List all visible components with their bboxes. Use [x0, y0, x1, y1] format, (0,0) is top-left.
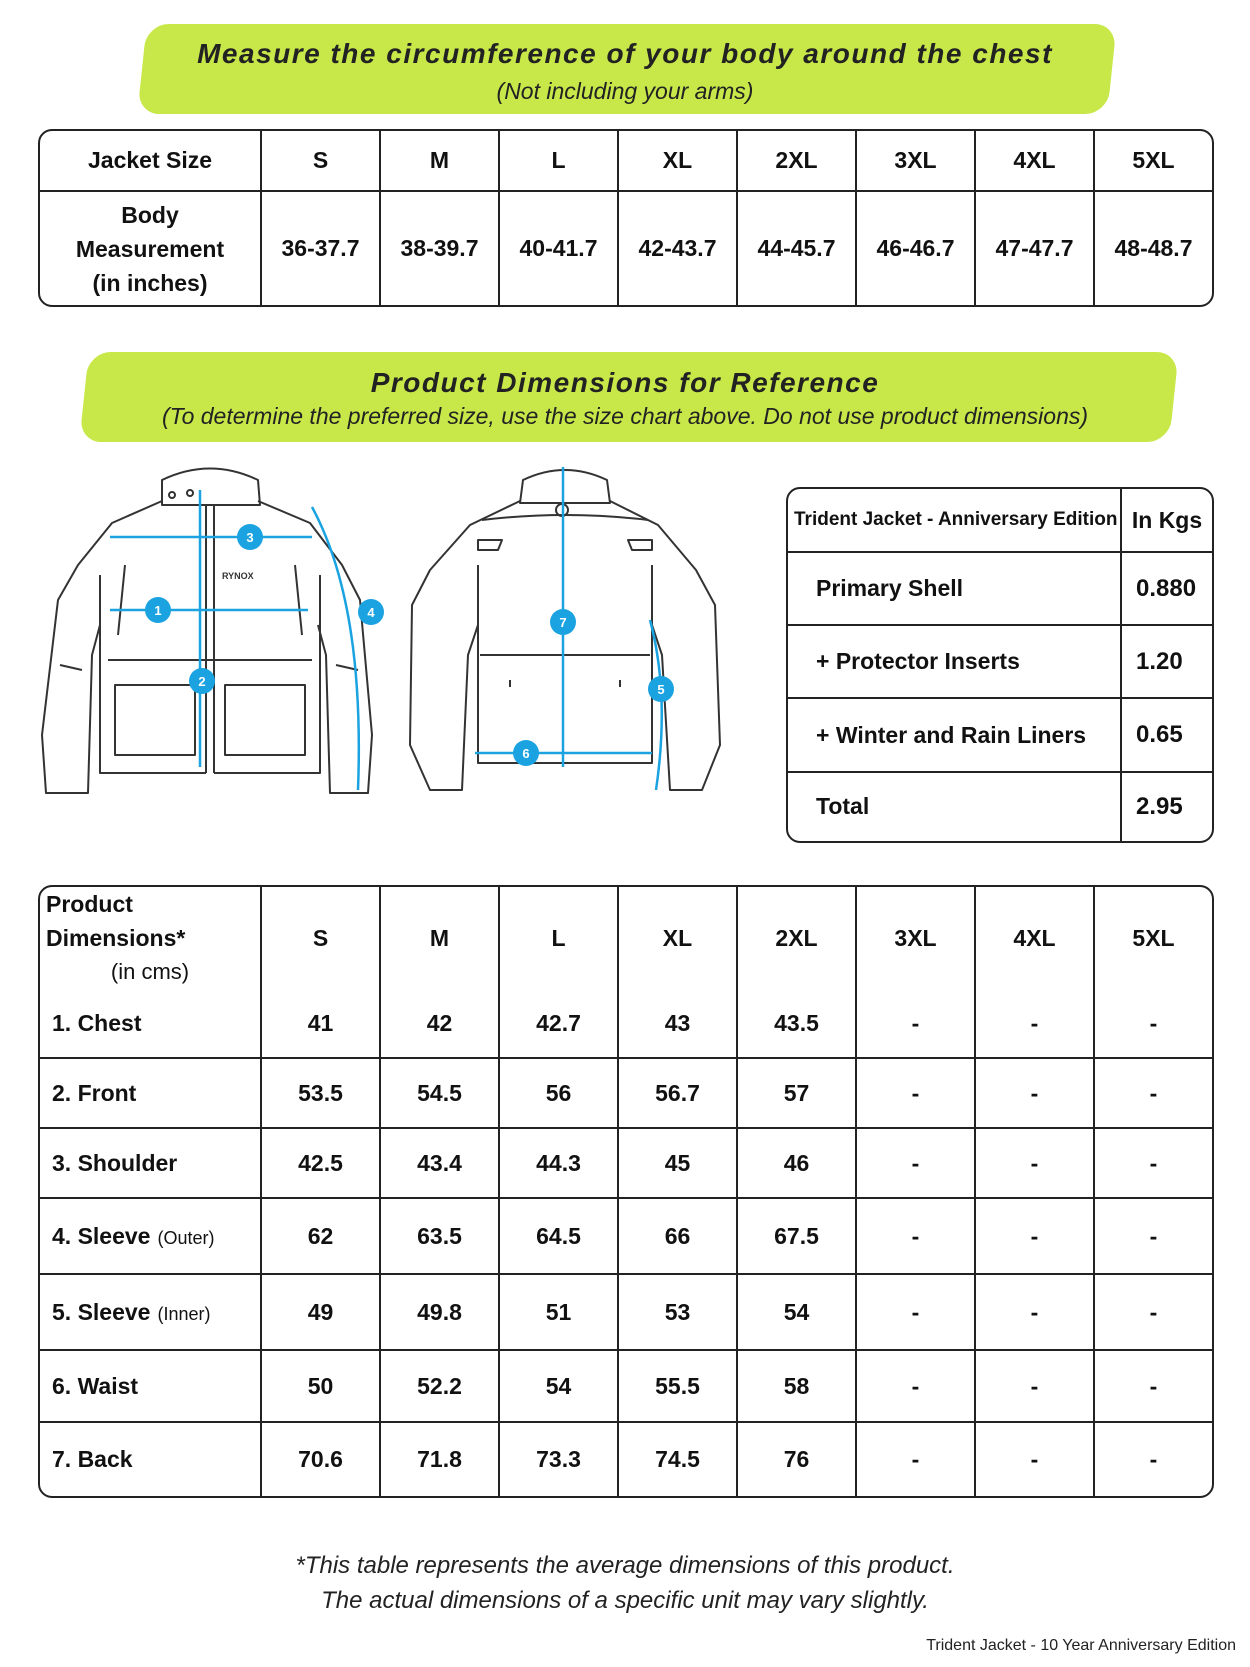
body-value-l: 40-41.7 — [500, 192, 619, 305]
dimension-value: 56.7 — [619, 1059, 738, 1129]
edition-label: Trident Jacket - 10 Year Anniversary Edition — [926, 1637, 1236, 1654]
dimension-value: 53.5 — [262, 1059, 381, 1129]
dimension-value: 49.8 — [381, 1275, 500, 1351]
product-dimensions-table — [38, 885, 1214, 1498]
weight-value-protector-inserts: 1.20 — [1122, 626, 1212, 699]
dimension-value: 74.5 — [619, 1423, 738, 1496]
dim-size-header-m: M — [381, 887, 500, 989]
dimension-value: 56 — [500, 1059, 619, 1129]
dimension-value: 55.5 — [619, 1351, 738, 1423]
dimension-value: - — [976, 1129, 1095, 1199]
dimension-value: 52.2 — [381, 1351, 500, 1423]
dimension-value: - — [857, 1275, 976, 1351]
weight-label-total: Total — [788, 773, 1122, 841]
footnote-line-1: *This table represents the average dimensions of this product. — [295, 1552, 955, 1579]
marker-1-label: 1 — [154, 603, 162, 618]
weight-table — [786, 487, 1214, 843]
weight-label-liners: + Winter and Rain Liners — [788, 699, 1122, 772]
dimension-value: 49 — [262, 1275, 381, 1351]
dimension-value: - — [857, 1423, 976, 1496]
body-value-5xl: 48-48.7 — [1114, 235, 1193, 261]
size-header-xl: XL — [619, 131, 738, 192]
body-value-4xl: 47-47.7 — [976, 192, 1095, 305]
weight-value-liners: 0.65 — [1122, 699, 1212, 772]
dimension-row-label — [40, 1059, 262, 1129]
dimension-name: 6. Waist — [52, 1372, 139, 1399]
dim-size-header-l: L — [500, 887, 619, 989]
body-value-3xl: 46-46.7 — [857, 192, 976, 305]
dimension-value: 64.5 — [500, 1199, 619, 1275]
dimension-value: 54.5 — [381, 1059, 500, 1129]
dimensions-header-unit: (in cms) — [110, 959, 190, 984]
dimension-value: 67.5 — [738, 1199, 857, 1275]
dimension-value: 58 — [738, 1351, 857, 1423]
dimension-value: - — [976, 1059, 1095, 1129]
size-header-5xl: 5XL — [1095, 131, 1212, 192]
marker-3-label: 3 — [246, 530, 254, 545]
dimension-value: 44.3 — [500, 1129, 619, 1199]
dimension-value: 43 — [619, 989, 738, 1059]
size-header-l: L — [500, 131, 619, 192]
dimension-value: - — [857, 1199, 976, 1275]
dimension-row-label — [40, 1129, 262, 1199]
dimension-value: 42 — [381, 989, 500, 1059]
table-row — [40, 1275, 1212, 1351]
table-row — [40, 1199, 1212, 1275]
dimension-value: - — [1095, 1129, 1212, 1199]
jacket-diagram — [30, 455, 770, 805]
dimension-value: 63.5 — [381, 1199, 500, 1275]
dimension-value: 70.6 — [262, 1423, 381, 1496]
jacket-front-outline — [42, 469, 372, 794]
footnote-line-2: The actual dimensions of a specific unit may vary slightly. — [321, 1587, 929, 1614]
dimension-value: 41 — [262, 989, 381, 1059]
dimension-value: - — [857, 1129, 976, 1199]
dimensions-header — [40, 887, 262, 989]
dimension-row-label — [40, 1423, 262, 1496]
table-row — [40, 1351, 1212, 1423]
marker-4-label: 4 — [367, 605, 375, 620]
dimension-row-label — [40, 1199, 262, 1275]
dimension-value: - — [1095, 1275, 1212, 1351]
table-row — [40, 1129, 1212, 1199]
dimension-value: - — [976, 1351, 1095, 1423]
dimension-value: - — [1149, 1446, 1158, 1472]
dim-size-header-5xl: 5XL — [1132, 924, 1175, 951]
chest-measure-title: Measure the circumference of your body around the chest — [197, 38, 1053, 69]
dimensions-subtitle: (To determine the preferred size, use the size chart above. Do not use product dimensions) — [161, 403, 1089, 429]
table-row — [40, 1059, 1212, 1129]
dimension-value: - — [1095, 1351, 1212, 1423]
dimension-value: 42.7 — [500, 989, 619, 1059]
dimension-value: 73.3 — [500, 1423, 619, 1496]
dim-size-header-4xl: 4XL — [976, 887, 1095, 989]
weight-label-protector-inserts: + Protector Inserts — [788, 626, 1122, 699]
body-value-s: 36-37.7 — [262, 192, 381, 305]
dimension-name: 2. Front — [52, 1079, 137, 1106]
dimension-value: - — [1095, 1199, 1212, 1275]
dimension-value: 43.4 — [381, 1129, 500, 1199]
dimension-value: 62 — [262, 1199, 381, 1275]
dimensions-title: Product Dimensions for Reference — [370, 367, 880, 398]
dimension-row-label — [40, 1275, 262, 1351]
chest-measure-subtitle: (Not including your arms) — [496, 78, 754, 104]
dimension-value: 54 — [738, 1275, 857, 1351]
dimension-value: - — [1095, 989, 1212, 1059]
dim-size-header-2xl: 2XL — [738, 887, 857, 989]
dimension-row-label — [40, 989, 262, 1059]
dimension-value: 71.8 — [381, 1423, 500, 1496]
marker-6-label: 6 — [522, 746, 530, 761]
dimension-value: - — [976, 1423, 1095, 1496]
dimension-value: - — [857, 1351, 976, 1423]
dimension-name: 4. Sleeve — [52, 1222, 151, 1249]
brand-mark: RYNOX — [222, 571, 254, 581]
size-header-3xl: 3XL — [857, 131, 976, 192]
dimension-value: - — [976, 1199, 1095, 1275]
marker-7-label: 7 — [559, 615, 567, 630]
weight-unit-header: In Kgs — [1122, 489, 1212, 553]
body-measurement-line-3: (in inches) — [92, 269, 208, 296]
dimension-name: 5. Sleeve — [52, 1298, 151, 1325]
dimension-value: 57 — [738, 1059, 857, 1129]
weight-value-total: 2.95 — [1136, 792, 1183, 820]
size-header-4xl: 4XL — [976, 131, 1095, 192]
dimension-note: (Outer) — [157, 1227, 215, 1248]
dim-size-header-s: S — [262, 887, 381, 989]
dimensions-header-label: Product Dimensions* — [46, 891, 186, 951]
dimension-value: 45 — [619, 1129, 738, 1199]
dimension-value: - — [857, 989, 976, 1059]
weight-value-primary-shell: 0.880 — [1122, 553, 1212, 626]
table-row — [40, 1423, 1212, 1496]
body-value-2xl: 44-45.7 — [738, 192, 857, 305]
dim-size-header-3xl: 3XL — [857, 887, 976, 989]
dimension-value: - — [857, 1059, 976, 1129]
dimension-note: (Inner) — [157, 1303, 211, 1324]
body-measurement-label — [40, 192, 262, 305]
dimension-name: 3. Shoulder — [52, 1149, 178, 1176]
dimension-value: 66 — [619, 1199, 738, 1275]
weight-label-primary-shell: Primary Shell — [788, 553, 1122, 626]
size-header-s: S — [262, 131, 381, 192]
dimension-value: 53 — [619, 1275, 738, 1351]
dimension-value: - — [1095, 1059, 1212, 1129]
dim-size-header-xl: XL — [619, 887, 738, 989]
marker-5-label: 5 — [657, 682, 665, 697]
marker-2-label: 2 — [198, 674, 206, 689]
jacket-size-header: Jacket Size — [40, 131, 262, 192]
size-header-2xl: 2XL — [738, 131, 857, 192]
dimension-value: - — [976, 989, 1095, 1059]
body-value-m: 38-39.7 — [381, 192, 500, 305]
size-chart-table — [38, 129, 1214, 307]
dimension-value: 42.5 — [262, 1129, 381, 1199]
weight-table-header: Trident Jacket - Anniversary Edition — [788, 489, 1122, 553]
body-value-xl: 42-43.7 — [619, 192, 738, 305]
dimension-row-label — [40, 1351, 262, 1423]
body-measurement-line-2: Measurement — [75, 235, 225, 262]
dimension-name: 1. Chest — [52, 1009, 142, 1036]
dimension-value: - — [976, 1275, 1095, 1351]
dimension-value: 76 — [738, 1423, 857, 1496]
table-row — [40, 989, 1212, 1059]
dimension-value: 46 — [738, 1129, 857, 1199]
dimension-name: 7. Back — [52, 1446, 133, 1472]
dimension-value: 54 — [500, 1351, 619, 1423]
dimension-value: 43.5 — [738, 989, 857, 1059]
size-header-m: M — [381, 131, 500, 192]
dimension-value: 51 — [500, 1275, 619, 1351]
body-measurement-line-1: Body — [121, 201, 179, 228]
dimension-value: 50 — [262, 1351, 381, 1423]
